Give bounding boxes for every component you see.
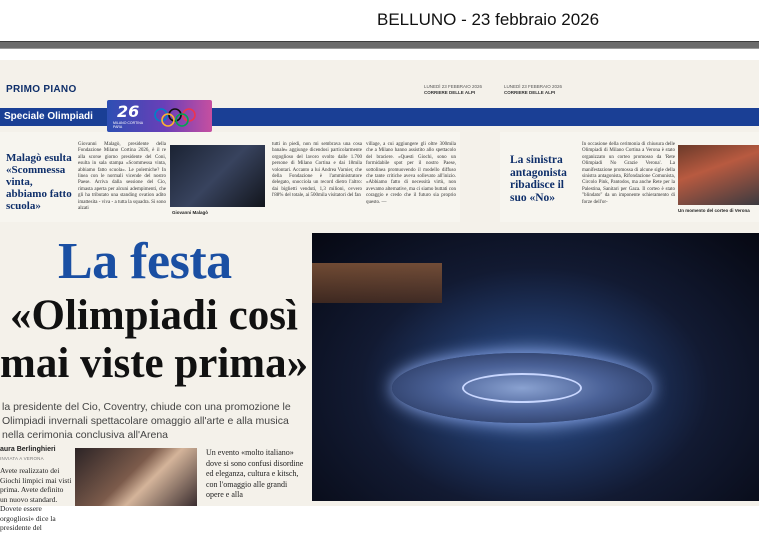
top-right-col: In occasione della cerimonia di chiusura delle Olimpiadi di Milano Cortina a Verona è stato organizzato un corteo promosso da 'Rete Olimpiadi No Grazie Verona'. La manifestazione promossa di alcune sigle della sinistra antagonista, Rifondazione Comunista, Circolo Pink, Pantodos, ma anche Rete per la Palestina, Sanitari per Gaza. Il corteo è stato "blindato" da un imponente schieramento di forze dell'or- [582, 142, 675, 205]
main-headline [0, 292, 308, 388]
top-left-headline: Malagò esulta «Scommessa vinta, abbiamo fatto scuola» [6, 152, 72, 212]
body-left-col: Avete realizzato dei Giochi limpici mai visti prima. Avete definito un nuovo standard. Dovete essere orgogliosi» dice la presidente del [0, 466, 72, 532]
folio-left [424, 84, 482, 96]
main-headline-line1: «Olimpiadi così [10, 292, 298, 339]
corteo-photo [678, 145, 759, 205]
top-left-col3: village, a cui aggiungere gli oltre 300mila che a Milano hanno assistito allo spettacolo del braciere. «Questi Giochi, sono un formidabile spot per il nostro Paese, sottolinea promuovendo il modello diffuso che tante critiche aveva sollevato all'inizio. «Abbiamo fatto di necessità virtù, non avevamo alternative, ma ci siamo buttati con coraggio e credo che il futuro sia proprio questo. — [366, 142, 456, 205]
folio-right-paper: CORRIERE DELLE ALPI [504, 90, 556, 95]
main-summary: la presidente del Cio, Coventry, chiude con una promozione le Olimpiadi invernali spettacolare omaggio all'arte e alla musica nella cerimonia conclusiva all'Arena [2, 401, 291, 441]
main-headline-line2: mai viste prima» [0, 340, 309, 387]
body-right-col: Un evento «molto italiano» dove si sono confusi disordine ed eleganza, cultura e kitsch, con l'omaggio alle grandi opere e alla [206, 448, 304, 499]
milano-cortina-logo [107, 100, 212, 132]
folio-left-paper: CORRIERE DELLE ALPI [424, 90, 476, 95]
folio-right [504, 84, 562, 96]
band-label: Speciale Olimpiadi [4, 111, 93, 122]
logo-text: MILANO CORTINA PARA [113, 121, 143, 129]
malago-photo [170, 145, 265, 207]
byline-role: INVIATA A VERONA [0, 456, 44, 461]
newspaper-page[interactable] [0, 60, 759, 532]
malago-photo-caption: Giovanni Malagò [172, 210, 209, 215]
arena-ring [462, 373, 582, 403]
byline-author: aura Berlinghieri [0, 446, 56, 453]
folio-right-date: LUNEDÌ 23 FEBBRAIO 2026 [504, 84, 563, 89]
top-left-col2: tutti in piedi, non mi sembrava una cosa banale» aggiunge dicendosi particolarmente orgoglioso del lavoro svolto dalle 1.700 persone di Milano Cortina e dai 18mila volontari. Accanto a lui Andrea Varnier, che della Fondazione è l'amministratore delegato, snocciola un record dietro l'altro: dai biglietti venduti, 1,3 milioni, ovvero l'88% del totale, ai 500mila visitatori del fan [272, 142, 362, 199]
corteo-photo-caption: Un momento del corteo di Verona [678, 208, 750, 213]
olympic-rings-icon [151, 107, 207, 127]
top-left-col1: Giovanni Malagò, presidente della Fondazione Milano Cortina 2026, è il re alla scorse giorno presidente del Coni, esulta in sala stampa «Scommessa vinta, abbiamo fatto scuola». Le polemiche? In linea con le normali vicende del nostro Paese. Arriva dalla sessione del Cio, rimasta aperta per alcuni adempimenti, che gli ha tributato una standing ovation adito imattesita - viva - a tutta la squadra. Si sono alzati [78, 142, 166, 212]
viewer-header [0, 0, 759, 42]
ceremony-person-photo [75, 448, 197, 506]
arena-ceremony-photo [312, 233, 759, 501]
logo-number: 26 [117, 102, 140, 121]
arena-walls [312, 263, 442, 303]
section-label: PRIMO PIANO [6, 84, 77, 95]
main-kicker: La festa [58, 233, 232, 290]
folio-left-date: LUNEDÌ 23 FEBBRAIO 2026 [424, 84, 483, 89]
top-right-headline: La sinistra antagonista ribadisce il suo «No» [510, 154, 567, 204]
header-divider [0, 41, 759, 49]
edition-title: BELLUNO - 23 febbraio 2026 [377, 10, 600, 29]
